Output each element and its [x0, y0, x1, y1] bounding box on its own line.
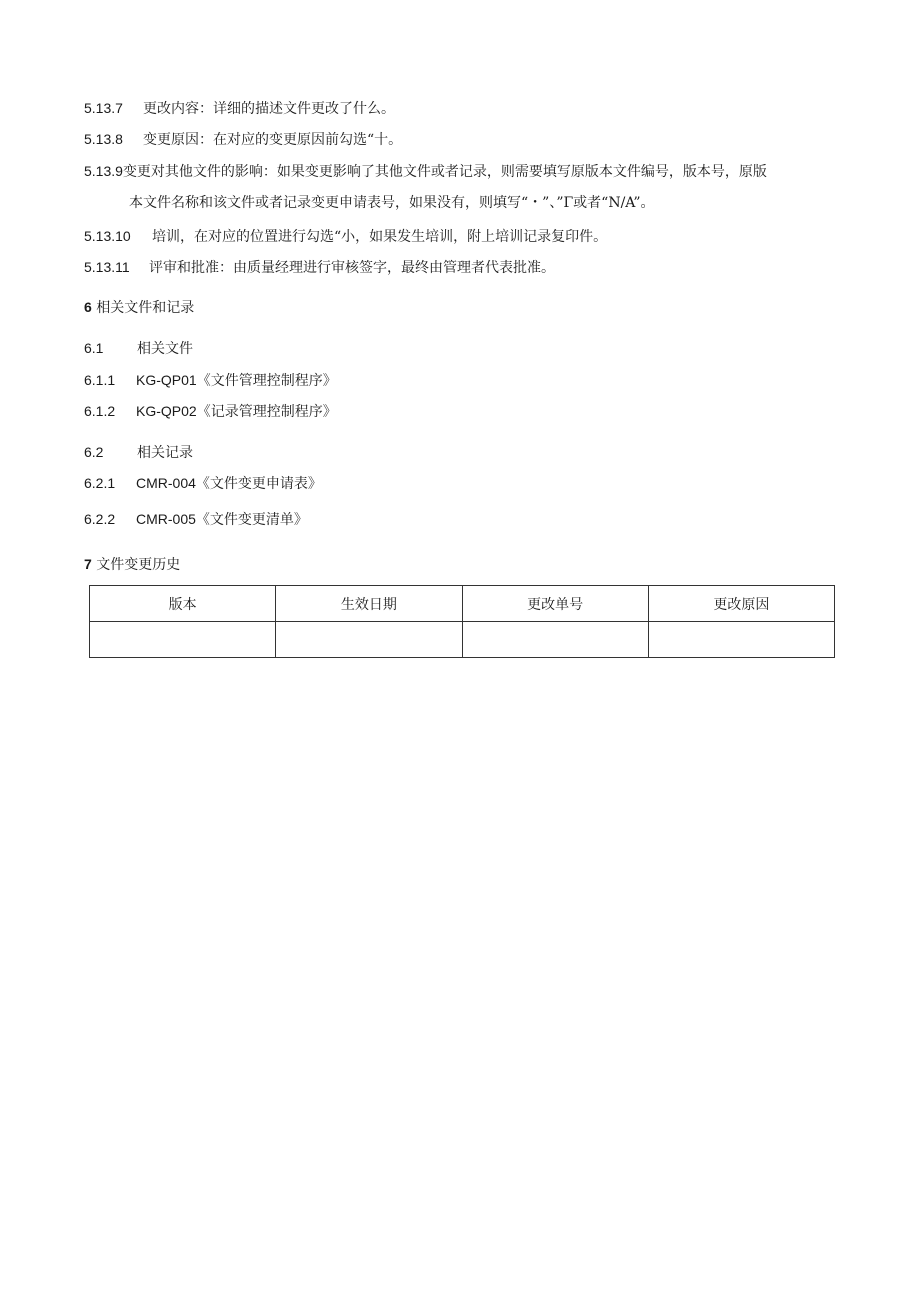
subsection-title: 相关文件	[137, 341, 193, 357]
document-title: 《记录管理控制程序》	[196, 404, 337, 420]
clause-number: 5.13.10	[84, 228, 131, 244]
table-cell	[462, 622, 648, 658]
clause-5-13-8	[84, 130, 402, 149]
record-title: 《文件变更申请表》	[195, 476, 322, 492]
document-code: KG-QP02	[136, 403, 197, 419]
document-code: KG-QP01	[136, 372, 197, 388]
subsection-6-1	[84, 339, 193, 358]
record-code: CMR-004	[136, 475, 196, 491]
clause-text: 变更原因：在对应的变更原因前勾选“十。	[143, 132, 403, 148]
section-number: 7	[84, 556, 92, 572]
clause-5-13-7	[84, 99, 395, 118]
clause-text: 本文件名称和该文件或者记录变更申请表号，如果没有，则填写“・”、”Γ或者“N/A”。	[129, 195, 655, 211]
section-7-heading	[84, 555, 180, 574]
record-title: 《文件变更清单》	[195, 512, 308, 528]
column-header-effective-date: 生效日期	[276, 586, 462, 622]
related-document	[84, 402, 337, 421]
clause-number: 5.13.11	[84, 259, 130, 275]
subsection-number: 6.2	[84, 444, 104, 460]
clause-5-13-9-continuation	[129, 194, 655, 212]
section-title: 文件变更历史	[96, 557, 181, 573]
clause-text: 培训，在对应的位置进行勾选“小，如果发生培训，附上培训记录复印件。	[152, 229, 608, 245]
clause-5-13-10	[84, 227, 607, 246]
column-header-version: 版本	[90, 586, 276, 622]
table-cell	[276, 622, 462, 658]
record-code: CMR-005	[136, 511, 196, 527]
item-number: 6.2.2	[84, 511, 116, 527]
section-title: 相关文件和记录	[96, 300, 195, 316]
related-document	[84, 371, 337, 390]
clause-5-13-9	[84, 162, 767, 181]
item-number: 6.2.1	[84, 475, 116, 491]
subsection-title: 相关记录	[137, 445, 193, 461]
clause-number: 5.13.8	[84, 131, 123, 147]
related-record	[84, 510, 308, 529]
item-number: 6.1.2	[84, 403, 116, 419]
table-row	[90, 622, 835, 658]
change-history-table	[89, 585, 835, 658]
document-title: 《文件管理控制程序》	[196, 373, 337, 389]
item-number: 6.1.1	[84, 372, 116, 388]
clause-5-13-11	[84, 258, 555, 277]
clause-number: 5.13.9	[84, 163, 123, 179]
section-6-heading	[84, 298, 194, 317]
section-number: 6	[84, 299, 92, 315]
table-header-row	[90, 586, 835, 622]
clause-number: 5.13.7	[84, 100, 123, 116]
clause-text: 评审和批准：由质量经理进行审核签字，最终由管理者代表批准。	[149, 260, 555, 276]
clause-text: 更改内容：详细的描述文件更改了什么。	[143, 101, 395, 117]
column-header-change-reason: 更改原因	[648, 586, 834, 622]
clause-text: 变更对其他文件的影响：如果变更影响了其他文件或者记录，则需要填写原版本文件编号，版本号，原版	[122, 164, 767, 180]
table-cell	[648, 622, 834, 658]
table-cell	[90, 622, 276, 658]
related-record	[84, 474, 322, 493]
column-header-change-number: 更改单号	[462, 586, 648, 622]
subsection-6-2	[84, 443, 193, 462]
subsection-number: 6.1	[84, 340, 104, 356]
